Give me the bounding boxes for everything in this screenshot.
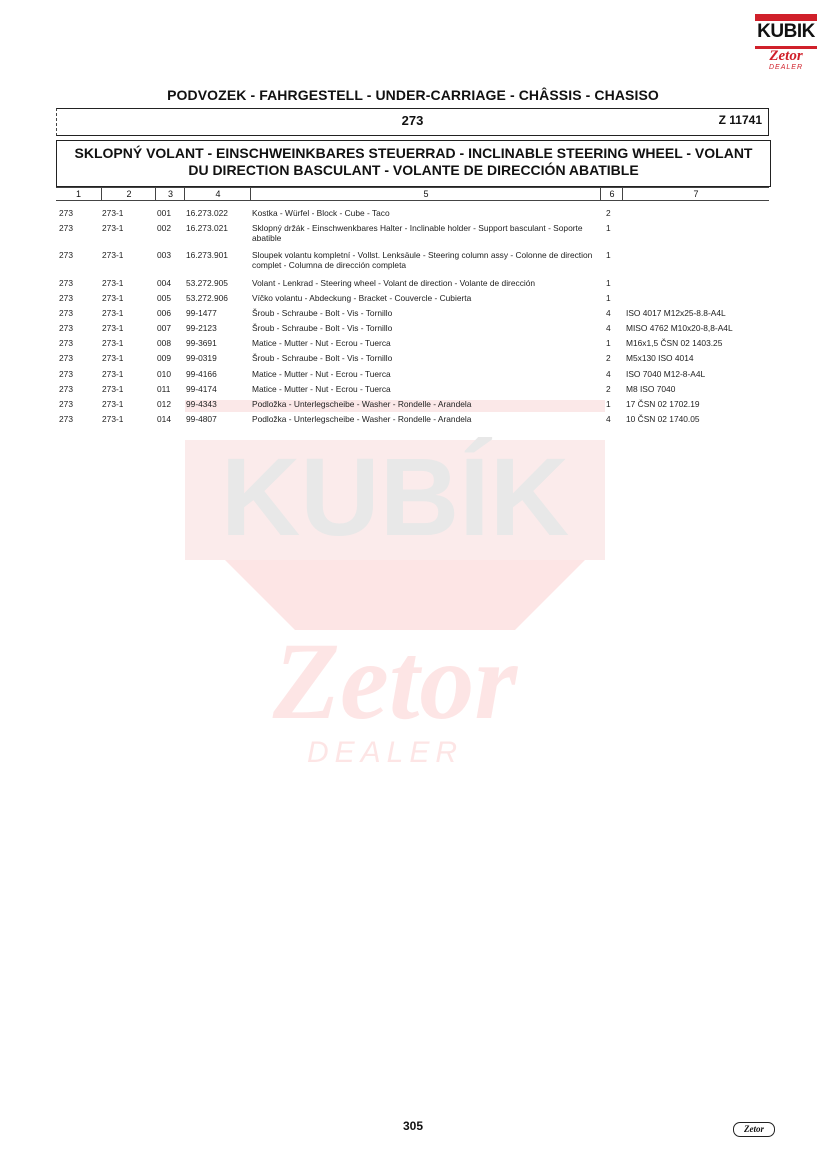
row-description: Matice - Mutter - Nut - Ecrou - Tuerca — [252, 369, 391, 379]
row-part-number: 99-3691 — [186, 338, 217, 348]
row-quantity: 2 — [606, 353, 611, 363]
row-description: Podložka - Unterlegscheibe - Washer - Rondelle - Arandela — [252, 399, 472, 409]
row-position: 008 — [157, 338, 171, 348]
column-header-5: 5 — [250, 188, 601, 200]
row-description: Šroub - Schraube - Bolt - Vis - Tornillo — [252, 323, 393, 333]
page-number: 305 — [402, 1119, 424, 1133]
row-part-number: 16.273.022 — [186, 208, 228, 218]
row-subgroup: 273-1 — [102, 353, 124, 363]
row-subgroup: 273-1 — [102, 414, 124, 424]
row-group: 273 — [59, 399, 73, 409]
row-note: M16x1,5 ČSN 02 1403.25 — [626, 338, 723, 348]
row-position: 012 — [157, 399, 171, 409]
row-description: Matice - Mutter - Nut - Ecrou - Tuerca — [252, 338, 391, 348]
row-group: 273 — [59, 338, 73, 348]
row-position: 004 — [157, 278, 171, 288]
table-row — [56, 293, 769, 308]
row-position: 006 — [157, 308, 171, 318]
row-subgroup: 273-1 — [102, 293, 124, 303]
column-header-1: 1 — [75, 189, 81, 199]
row-quantity: 1 — [606, 250, 611, 260]
row-group: 273 — [59, 278, 73, 288]
table-row — [56, 353, 769, 368]
row-part-number: 16.273.901 — [186, 250, 228, 260]
table-row — [56, 208, 769, 223]
row-description: Kostka - Würfel - Block - Cube - Taco — [252, 208, 390, 218]
row-note: MISO 4762 M10x20-8,8-A4L — [626, 323, 733, 333]
row-group: 273 — [59, 369, 73, 379]
row-subgroup: 273-1 — [102, 308, 124, 318]
row-description: Šroub - Schraube - Bolt - Vis - Tornillo — [252, 353, 393, 363]
row-group: 273 — [59, 384, 73, 394]
row-part-number: 53.272.906 — [186, 293, 228, 303]
logo-zetor-text: Zetor — [769, 48, 803, 64]
row-group: 273 — [59, 223, 73, 233]
row-quantity: 4 — [606, 308, 611, 318]
row-position: 010 — [157, 369, 171, 379]
row-subgroup: 273-1 — [102, 250, 124, 260]
row-quantity: 1 — [606, 293, 611, 303]
row-group: 273 — [59, 414, 73, 424]
row-quantity: 4 — [606, 414, 611, 424]
row-quantity: 1 — [606, 399, 611, 409]
column-header-3: 3 — [155, 188, 185, 200]
row-group: 273 — [59, 323, 73, 333]
watermark-brand: KUBÍK — [220, 436, 570, 559]
row-group: 273 — [59, 293, 73, 303]
row-position: 007 — [157, 323, 171, 333]
row-description: Víčko volantu - Abdeckung - Bracket - Couvercle - Cubierta — [252, 293, 472, 303]
table-row — [56, 384, 769, 399]
table-row — [56, 223, 769, 249]
row-group: 273 — [59, 250, 73, 260]
table-row — [56, 278, 769, 293]
footer-zetor-logo: Zetor — [733, 1122, 775, 1137]
table-row — [56, 338, 769, 353]
row-note: ISO 7040 M12-8-A4L — [626, 369, 706, 379]
dealer-watermark — [185, 400, 605, 770]
row-quantity: 1 — [606, 223, 611, 233]
title-box — [56, 140, 771, 187]
row-part-number: 99-0319 — [186, 353, 217, 363]
column-header — [56, 187, 769, 201]
table-row — [56, 369, 769, 384]
row-position: 002 — [157, 223, 171, 233]
row-note: M8 ISO 7040 — [626, 384, 676, 394]
row-quantity: 2 — [606, 384, 611, 394]
row-quantity: 2 — [606, 208, 611, 218]
section-heading: PODVOZEK - FAHRGESTELL - UNDER-CARRIAGE - CHÂSSIS - CHASISO — [167, 87, 659, 103]
row-part-number: 99-4166 — [186, 369, 217, 379]
row-part-number: 99-1477 — [186, 308, 217, 318]
logo-red-bar — [755, 14, 817, 21]
row-subgroup: 273-1 — [102, 208, 124, 218]
assembly-title: SKLOPNÝ VOLANT - EINSCHWEINKBARES STEUERRAD - INCLINABLE STEERING WHEEL - VOLANT DU DIRECTION BASCULANT - VOLANTE DE DIRECCIÓN ABATIBLE — [74, 145, 753, 178]
column-header-7: 7 — [622, 188, 769, 200]
table-row — [56, 308, 769, 323]
row-position: 003 — [157, 250, 171, 260]
row-part-number: 99-4807 — [186, 414, 217, 424]
row-part-number: 53.272.905 — [186, 278, 228, 288]
row-quantity: 1 — [606, 278, 611, 288]
kubik-zetor-logo — [755, 14, 817, 72]
row-group: 273 — [59, 308, 73, 318]
table-row — [56, 399, 769, 414]
row-quantity: 4 — [606, 369, 611, 379]
group-code: Z 11741 — [718, 113, 762, 127]
column-header-2: 2 — [101, 188, 156, 200]
row-position: 014 — [157, 414, 171, 424]
row-subgroup: 273-1 — [102, 323, 124, 333]
logo-brand-text: KUBIK — [757, 21, 815, 42]
row-part-number: 99-4343 — [186, 399, 217, 409]
row-quantity: 4 — [606, 323, 611, 333]
row-group: 273 — [59, 353, 73, 363]
row-position: 001 — [157, 208, 171, 218]
row-position: 005 — [157, 293, 171, 303]
row-part-number: 16.273.021 — [186, 223, 228, 233]
row-part-number: 99-4174 — [186, 384, 217, 394]
column-header-4: 4 — [184, 188, 251, 200]
row-description: Šroub - Schraube - Bolt - Vis - Tornillo — [252, 308, 393, 318]
table-row — [56, 323, 769, 338]
row-note: 17 ČSN 02 1702.19 — [626, 399, 700, 409]
row-position: 011 — [157, 384, 171, 394]
row-subgroup: 273-1 — [102, 278, 124, 288]
logo-dealer-text: DEALER — [768, 64, 803, 71]
row-part-number: 99-2123 — [186, 323, 217, 333]
row-description: Matice - Mutter - Nut - Ecrou - Tuerca — [252, 384, 391, 394]
row-description: Podložka - Unterlegscheibe - Washer - Rondelle - Arandela — [252, 414, 472, 424]
row-position: 009 — [157, 353, 171, 363]
row-description: Volant - Lenkrad - Steering wheel - Volant de direction - Volante de dirección — [252, 278, 536, 288]
row-description: Sloupek volantu kompletní - Vollst. Lenksäule - Steering column assy - Colonne de direction complet - Columna de dirección completa — [252, 250, 593, 270]
row-description: Sklopný držák - Einschwenkbares Halter - Inclinable holder - Support basculant - Soporte abatible — [252, 223, 583, 243]
row-group: 273 — [59, 208, 73, 218]
watermark-dealer: DEALER — [306, 736, 464, 769]
row-subgroup: 273-1 — [102, 399, 124, 409]
row-note: ISO 4017 M12x25-8.8-A4L — [626, 308, 726, 318]
row-subgroup: 273-1 — [102, 338, 124, 348]
table-row — [56, 414, 769, 429]
row-subgroup: 273-1 — [102, 223, 124, 233]
row-subgroup: 273-1 — [102, 369, 124, 379]
group-box — [56, 108, 769, 136]
column-header-6: 6 — [600, 188, 623, 200]
row-note: 10 ČSN 02 1740.05 — [626, 414, 700, 424]
row-note: M5x130 ISO 4014 — [626, 353, 694, 363]
row-quantity: 1 — [606, 338, 611, 348]
table-row — [56, 250, 769, 276]
row-subgroup: 273-1 — [102, 384, 124, 394]
watermark-zetor: Zetor — [272, 620, 518, 742]
group-number: 273 — [401, 113, 424, 128]
